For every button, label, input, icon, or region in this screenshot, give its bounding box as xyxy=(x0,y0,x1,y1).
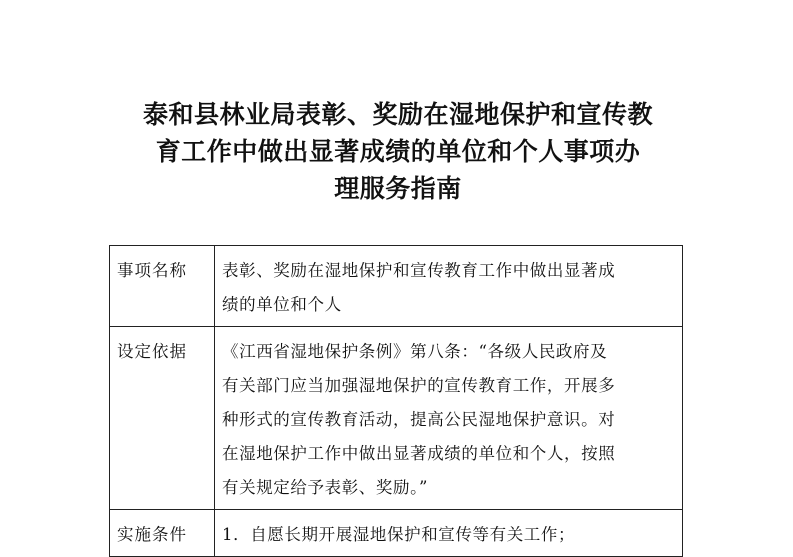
title-line: 理服务指南 xyxy=(334,174,462,203)
value-line: 在湿地保护工作中做出显著成绩的单位和个人，按照 xyxy=(222,444,616,463)
title-line: 育工作中做出显著成绩的单位和个人事项办 xyxy=(155,137,641,166)
table-row-legal-basis xyxy=(110,327,683,510)
value-line: 有关部门应当加强湿地保护的宣传教育工作，开展多 xyxy=(222,376,616,395)
value-line: 种形式的宣传教育活动，提高公民湿地保护意识。对 xyxy=(222,410,616,429)
value-line: 表彰、奖励在湿地保护和宣传教育工作中做出显著成 xyxy=(222,261,616,280)
table-row-conditions xyxy=(110,510,683,557)
title-line: 泰和县林业局表彰、奖励在湿地保护和宣传教 xyxy=(142,100,653,129)
row-label: 事项名称 xyxy=(110,246,215,327)
value-line: 《江西省湿地保护条例》第八条：“各级人民政府及 xyxy=(222,342,608,361)
row-label: 设定依据 xyxy=(110,327,215,510)
row-value xyxy=(215,510,683,557)
row-value xyxy=(215,246,683,327)
service-guide-table xyxy=(109,245,683,557)
value-line: 1．自愿长期开展湿地保护和宣传等有关工作； xyxy=(222,525,576,544)
value-line: 绩的单位和个人 xyxy=(222,295,342,314)
value-line: 有关规定给予表彰、奖励。” xyxy=(222,478,428,497)
row-label: 实施条件 xyxy=(110,510,215,557)
row-value xyxy=(215,327,683,510)
document-title xyxy=(110,96,686,207)
table-row-item-name xyxy=(110,246,683,327)
